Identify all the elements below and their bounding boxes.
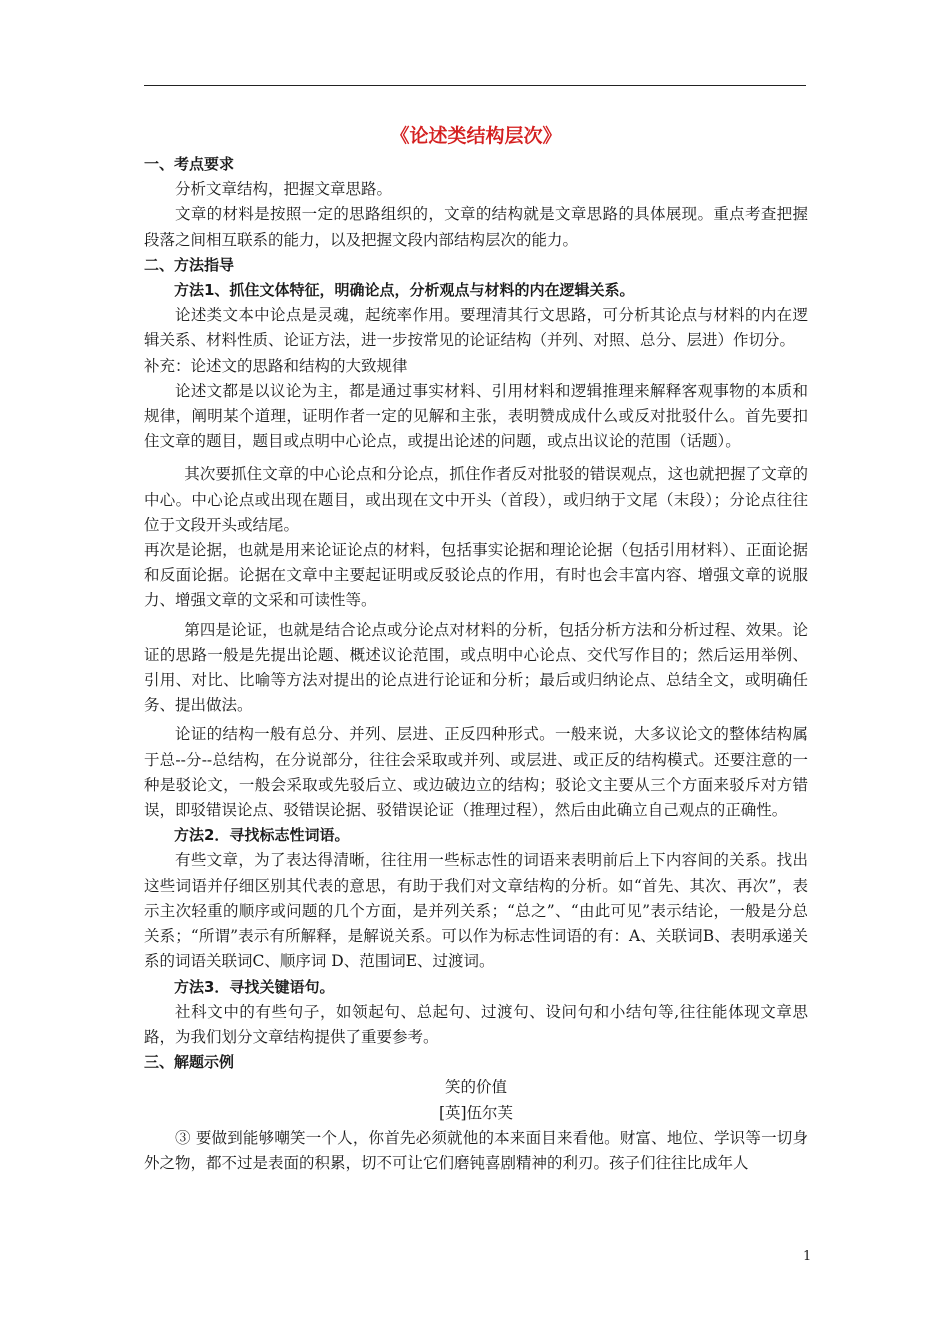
section-heading-methods: 二、方法指导	[144, 255, 235, 274]
paragraph: 第四是论证，也就是结合论点或分论点对材料的分析，包括分析方法和分析过程、效果。论证的思路一般是先提出论题、概述议论范围，或点明中心论点、交代写作目的；然后运用举例、引用、对比、比喻等方法对提出的论点进行论证和分析；最后或归纳论点、总结全文，或明确任务、提出做法。	[144, 620, 808, 715]
supplement-heading: 补充：论述文的思路和结构的大致规律	[144, 356, 408, 375]
header-rule	[144, 85, 806, 86]
section-heading-examples: 三、解题示例	[144, 1053, 235, 1072]
document-body	[144, 122, 808, 1176]
paragraph: 分析文章结构，把握文章思路。	[175, 180, 393, 199]
paragraph: ③ 要做到能够嘲笑一个人，你首先必须就他的本来面目来看他。财富、地位、学识等一切身外之物，都不过是表面的积累，切不可让它们磨钝喜剧精神的利刃。孩子们往往比成年人	[144, 1128, 808, 1172]
paragraph: 论证的结构一般有总分、并列、层进、正反四种形式。一般来说，大多议论文的整体结构属于总--分--总结构，在分说部分，往往会采取或并列、或层进、或正反的结构模式。还要注意的一种是驳论文，一般会采取或先驳后立、或边破边立的结构；驳论文主要从三个方面来驳斥对方错误，即驳错误论点、驳错误论据、驳错误论证（推理过程），然后由此确立自己观点的正确性。	[144, 725, 808, 820]
section-heading-requirements: 一、考点要求	[144, 155, 235, 173]
paragraph: 有些文章，为了表达得清晰，往往用一些标志性的词语来表明前后上下内容间的关系。找出这些词语并仔细区别其代表的意思，有助于我们对文章结构的分析。如“首先、其次、再次”，表示主次轻重的顺序或问题的几个方面，是并列关系；“总之”、“由此可见”表示结论，一般是分总关系；“所谓”表示有所解释，是解说关系。可以作为标志性词语的有：A、关联词B、表明承递关系的词语关联词C、顺序词 D、范围词E、过渡词。	[144, 851, 808, 971]
document-title: 《论述类结构层次》	[390, 125, 562, 147]
paragraph: 论述文都是以议论为主，都是通过事实材料、引用材料和逻辑推理来解释客观事物的本质和规律，阐明某个道理，证明作者一定的见解和主张，表明赞成成什么或反对批驳什么。首先要扣住文章的题目，题目或点明中心论点，或提出论述的问题，或点出议论的范围（话题）。	[144, 381, 808, 451]
article-author: [英]伍尔芙	[438, 1103, 514, 1122]
method-3-title: 方法3．寻找关键语句。	[174, 977, 335, 996]
article-title: 笑的价值	[444, 1078, 507, 1097]
paragraph: 再次是论据，也就是用来论证论点的材料，包括事实论据和理论论据（包括引用材料）、正面论据和反面论据。论据在文章中主要起证明或反驳论点的作用，有时也会丰富内容、增强文章的说服力、增强文章的文采和可读性等。	[144, 541, 808, 610]
method-2-title: 方法2．寻找标志性词语。	[174, 826, 350, 845]
page-number-text: 1	[803, 1249, 812, 1264]
paragraph: 论述类文本中论点是灵魂，起统率作用。要理清其行文思路，可分析其论点与材料的内在逻辑关系、材料性质、论证方法，进一步按常见的论证结构（并列、对照、总分、层进）作切分。	[144, 306, 808, 350]
paragraph: 其次要抓住文章的中心论点和分论点，抓住作者反对批驳的错误观点，这也就把握了文章的中心。中心论点或出现在题目，或出现在文中开头（首段），或归纳于文尾（末段）；分论点往往位于文段开头或结尾。	[144, 465, 808, 534]
method-1-title: 方法1、抓住文体特征，明确论点，分析观点与材料的内在逻辑关系。	[174, 281, 635, 300]
paragraph: 社科文中的有些句子，如领起句、总起句、过渡句、设问句和小结句等,往往能体现文章思路，为我们划分文章结构提供了重要参考。	[144, 1002, 808, 1046]
paragraph: 文章的材料是按照一定的思路组织的，文章的结构就是文章思路的具体展现。重点考查把握段落之间相互联系的能力，以及把握文段内部结构层次的能力。	[144, 205, 808, 249]
